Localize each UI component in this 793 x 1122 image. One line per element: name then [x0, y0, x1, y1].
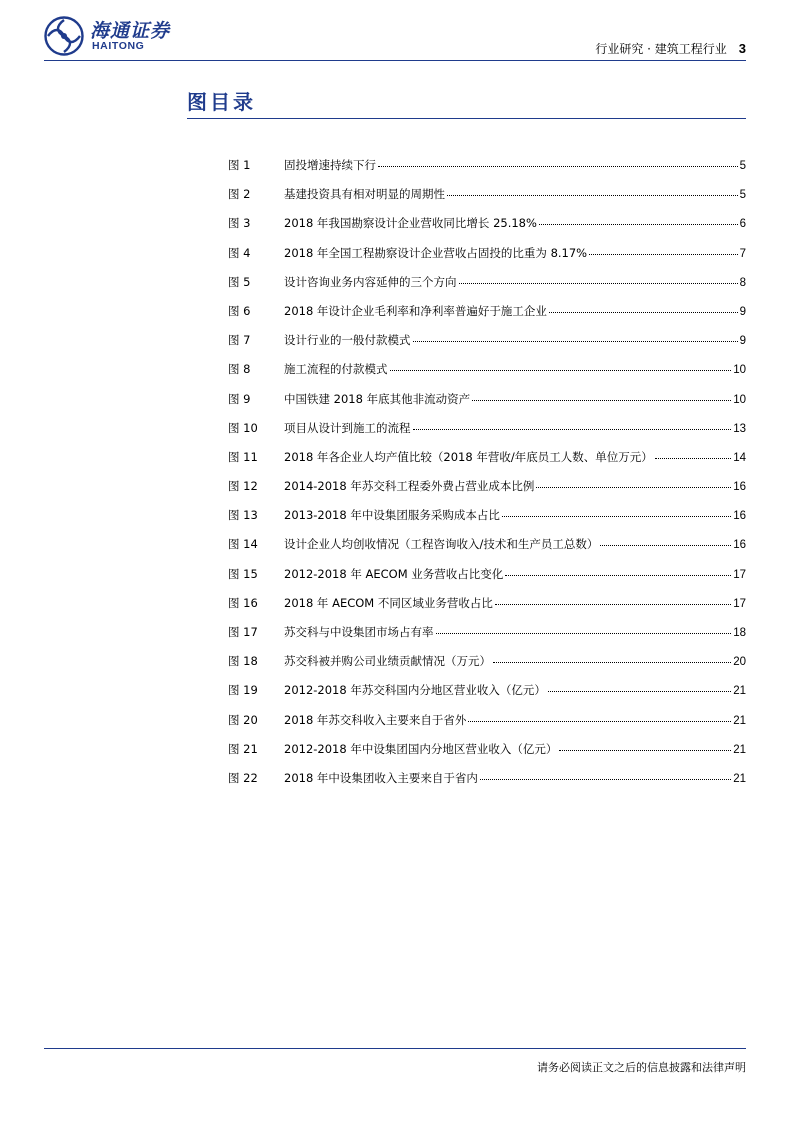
toc-entry-number: 图 18 — [228, 654, 258, 669]
toc-leader-dots — [390, 369, 732, 371]
toc-entry[interactable] — [228, 332, 746, 361]
logo-name-cn: 海通证券 — [90, 20, 171, 42]
toc-entry-page: 5 — [739, 160, 746, 172]
toc-entry-number: 图 14 — [228, 537, 258, 552]
toc-entry-title: 中国铁建 2018 年底其他非流动资产 — [284, 391, 471, 406]
header-divider — [44, 60, 746, 61]
toc-leader-dots — [436, 632, 732, 634]
toc-entry[interactable] — [228, 507, 746, 536]
toc-leader-dots — [655, 457, 731, 459]
toc-leader-dots — [493, 661, 731, 663]
toc-entry[interactable] — [228, 653, 746, 682]
toc-entry-title: 设计咨询业务内容延伸的三个方向 — [284, 274, 457, 289]
toc-entry[interactable] — [228, 770, 746, 799]
toc-entry[interactable] — [228, 245, 746, 274]
toc-entry-number: 图 8 — [228, 362, 251, 377]
toc-entry-number: 图 17 — [228, 625, 258, 639]
logo-name-en: HAITONG — [92, 40, 145, 52]
toc-leader-dots — [378, 165, 738, 167]
toc-entry-page: 17 — [733, 568, 746, 581]
toc-leader-dots — [539, 223, 738, 225]
toc-entry-title: 2012-2018 年中设集团国内分地区营业收入（亿元） — [284, 741, 558, 756]
toc-entry-page: 17 — [733, 597, 746, 610]
toc-entry-number: 图 16 — [228, 595, 258, 610]
toc-entry-page: 21 — [733, 743, 746, 756]
toc-entry-page: 21 — [733, 685, 746, 698]
toc-leader-dots — [468, 720, 731, 722]
toc-entry-number: 图 22 — [228, 770, 258, 785]
toc-entry[interactable] — [228, 624, 746, 653]
toc-title-divider — [187, 118, 746, 119]
toc-entry[interactable] — [228, 420, 746, 449]
toc-entry-number: 图 10 — [228, 420, 258, 435]
toc-entry-page: 21 — [733, 772, 746, 785]
toc-entry[interactable] — [228, 595, 746, 624]
toc-entry-page: 16 — [733, 539, 746, 552]
toc-entry[interactable] — [228, 741, 746, 770]
toc-entry-number: 图 7 — [228, 333, 251, 348]
toc-entry[interactable] — [228, 536, 746, 565]
toc-entry-title: 2018 年 AECOM 不同区域业务营收占比 — [284, 595, 493, 610]
header-section: 行业研究 · 建筑工程行业 — [595, 42, 727, 56]
footer-disclaimer: 请务必阅读正文之后的信息披露和法律声明 — [537, 1061, 746, 1074]
toc-leader-dots — [459, 282, 738, 284]
toc-entry[interactable] — [228, 478, 746, 507]
toc-entry-page: 9 — [739, 305, 746, 318]
toc-entry-page: 8 — [739, 276, 746, 289]
toc-entry-page: 7 — [739, 247, 746, 260]
toc-entry-title: 苏交科被并购公司业绩贡献情况（万元） — [284, 654, 491, 669]
toc-entry-page: 20 — [733, 656, 746, 669]
toc-entry-title: 苏交科与中设集团市场占有率 — [284, 625, 434, 639]
toc-entry-title: 2014-2018 年苏交科工程委外费占营业成本比例 — [284, 479, 535, 494]
toc-entry-title: 2018 年苏交科收入主要来自于省外 — [284, 712, 467, 727]
toc-title: 图目录 — [187, 90, 256, 114]
toc-leader-dots — [502, 515, 731, 517]
toc-leader-dots — [549, 311, 738, 313]
toc-entry-title: 2018 年各企业人均产值比较（2018 年营收/年底员工人数、单位万元） — [284, 449, 653, 464]
toc-entry-page: 9 — [739, 335, 746, 348]
toc-entry[interactable] — [228, 449, 746, 478]
toc-leader-dots — [548, 690, 731, 692]
toc-entry-title: 2018 年中设集团收入主要来自于省内 — [284, 770, 478, 785]
toc-entry-number: 图 9 — [228, 391, 251, 406]
toc-entry-page: 21 — [733, 714, 746, 727]
toc-entry[interactable] — [228, 566, 746, 595]
toc-entry-page: 10 — [733, 364, 746, 377]
toc-leader-dots — [472, 399, 731, 401]
toc-entry-number: 图 5 — [228, 274, 251, 289]
footer-divider — [44, 1048, 746, 1049]
toc-entry-title: 设计企业人均创收情况（工程咨询收入/技术和生产员工总数） — [284, 537, 599, 552]
toc-entry-page: 16 — [733, 510, 746, 523]
toc-entry-number: 图 15 — [228, 566, 258, 581]
toc-entry-title: 项目从设计到施工的流程 — [284, 420, 411, 435]
toc-entry-number: 图 19 — [228, 683, 258, 698]
toc-entry-number: 图 13 — [228, 508, 258, 523]
toc-entry-number: 图 4 — [228, 245, 251, 260]
toc-entry-title: 2012-2018 年苏交科国内分地区营业收入（亿元） — [284, 683, 546, 698]
toc-entry[interactable] — [228, 391, 746, 420]
toc-entry-title: 固投增速持续下行 — [284, 158, 376, 172]
toc-entry-number: 图 3 — [228, 216, 251, 231]
toc-entry[interactable] — [228, 712, 746, 741]
toc-entry[interactable] — [228, 682, 746, 711]
toc-entry-page: 13 — [733, 422, 746, 435]
toc-entry-number: 图 1 — [228, 158, 251, 172]
toc-entry-title: 2018 年全国工程勘察设计企业营收占固投的比重为 8.17% — [284, 245, 588, 260]
toc-leader-dots — [495, 603, 731, 605]
toc-leader-dots — [589, 253, 737, 255]
toc-leader-dots — [559, 749, 731, 751]
toc-entry-number: 图 6 — [228, 303, 251, 318]
toc-entry-number: 图 11 — [228, 449, 258, 464]
toc-entry-number: 图 12 — [228, 479, 258, 494]
toc-entry[interactable] — [228, 157, 746, 186]
toc-entry-page: 5 — [739, 189, 746, 202]
toc-entry-page: 10 — [733, 393, 746, 406]
toc-entry[interactable] — [228, 186, 746, 215]
toc-entry-page: 18 — [733, 627, 746, 639]
toc-entry[interactable] — [228, 215, 746, 244]
toc-entry[interactable] — [228, 274, 746, 303]
toc-entry-title: 设计行业的一般付款模式 — [284, 333, 411, 348]
toc-entry-page: 16 — [733, 481, 746, 494]
toc-leader-dots — [413, 428, 732, 430]
toc-entry-title: 2012-2018 年 AECOM 业务营收占比变化 — [284, 566, 504, 581]
toc-entry-page: 6 — [739, 218, 746, 231]
toc-leader-dots — [413, 340, 738, 342]
toc-entry[interactable] — [228, 361, 746, 390]
company-logo — [44, 16, 244, 56]
toc-entry-number: 图 21 — [228, 741, 258, 756]
toc-leader-dots — [536, 486, 731, 488]
toc-leader-dots — [447, 194, 738, 196]
toc-entry-title: 基建投资具有相对明显的周期性 — [284, 187, 445, 202]
toc-entry-number: 图 20 — [228, 712, 258, 727]
toc-entry[interactable] — [228, 303, 746, 332]
toc-entry-title: 2018 年设计企业毛利率和净利率普遍好于施工企业 — [284, 303, 547, 318]
toc-leader-dots — [480, 778, 731, 780]
toc-entry-page: 14 — [733, 451, 746, 464]
haitong-logo-icon — [44, 16, 84, 56]
figure-list — [228, 157, 746, 799]
toc-entry-title: 2018 年我国勘察设计企业营收同比增长 25.18% — [284, 216, 537, 231]
toc-leader-dots — [600, 544, 731, 546]
toc-entry-number: 图 2 — [228, 187, 251, 202]
toc-entry-title: 2013-2018 年中设集团服务采购成本占比 — [284, 508, 500, 523]
toc-entry-title: 施工流程的付款模式 — [284, 362, 388, 377]
page-number: 3 — [738, 41, 746, 56]
toc-leader-dots — [505, 574, 731, 576]
page-header — [595, 40, 746, 57]
